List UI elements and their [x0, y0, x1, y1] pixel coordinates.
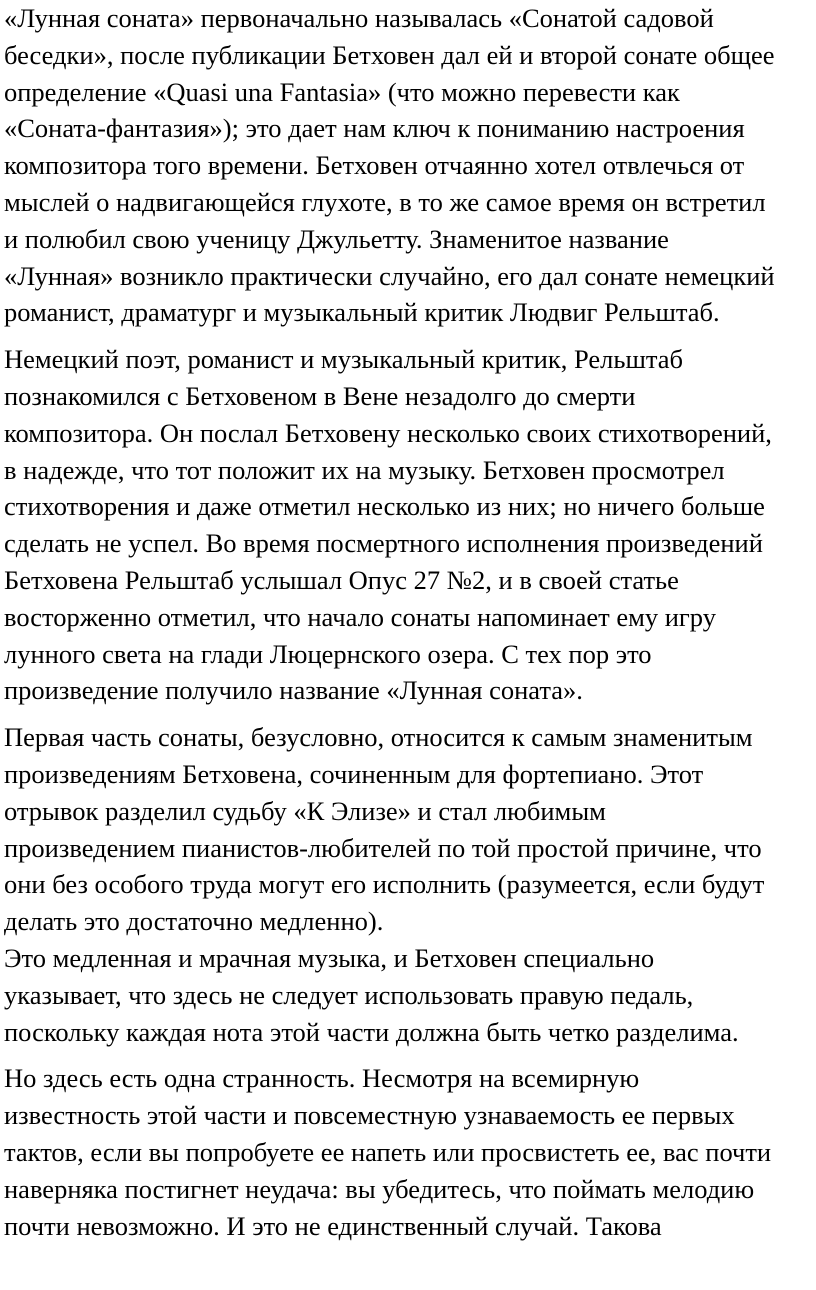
text-line: и полюбил свою ученицу Джульетту. Знаменитое название [4, 223, 669, 254]
text-line: познакомился с Бетховеном в Вене незадолго до смерти [4, 380, 636, 411]
text-line: мыслей о надвигающейся глухоте, в то же самое время он встретил [4, 186, 766, 217]
text-line: они без особого труда могут его исполнить (разумеется, если будут [4, 869, 765, 900]
text-line: Первая часть сонаты, безусловно, относится к самым знаменитым [4, 722, 753, 753]
text-line: произведением пианистов-любителей по той простой причине, что [4, 832, 762, 863]
paragraph-spacer [4, 331, 816, 341]
text-line: в надежде, что тот положит их на музыку. Бетховен просмотрел [4, 454, 725, 485]
text-line: поскольку каждая нота этой части должна быть четко разделима. [4, 1016, 739, 1047]
text-line: Бетховена Рельштаб услышал Опус 27 №2, и в своей статье [4, 564, 679, 595]
text-line: произведениям Бетховена, сочиненным для фортепиано. Этот [4, 758, 704, 789]
text-line: указывает, что здесь не следует использовать правую педаль, [4, 979, 694, 1010]
text-line: известность этой части и повсеместную узнаваемость ее первых [4, 1100, 735, 1131]
paragraph-1 [4, 0, 816, 331]
text-line: отрывок разделил судьбу «К Элизе» и стал любимым [4, 795, 606, 826]
text-line: сделать не успел. Во время посмертного исполнения произведений [4, 528, 763, 559]
text-line: Но здесь есть одна странность. Несмотря на всемирную [4, 1063, 640, 1094]
text-line: композитора того времени. Бетховен отчаянно хотел отвлечься от [4, 150, 745, 181]
paragraph-2 [4, 341, 816, 709]
text-line: почти невозможно. И это не единственный случай. Такова [4, 1210, 662, 1241]
text-line: композитора. Он послал Бетховену несколько своих стихотворений, [4, 417, 772, 448]
text-line: восторженно отметил, что начало сонаты напоминает ему игру [4, 601, 716, 632]
paragraph-4 [4, 1060, 816, 1244]
text-line: произведение получило название «Лунная соната». [4, 675, 583, 706]
text-line: Немецкий поэт, романист и музыкальный критик, Рельштаб [4, 344, 683, 375]
text-line: лунного света на глади Люцернского озера. С тех пор это [4, 638, 652, 669]
text-line: стихотворения и даже отметил несколько из них; но ничего больше [4, 491, 765, 522]
text-line: романист, драматург и музыкальный критик Людвиг Рельштаб. [4, 297, 720, 328]
text-line: делать это достаточно медленно). [4, 906, 384, 937]
text-line: беседки», после публикации Бетховен дал ей и второй сонате общее [4, 39, 775, 70]
text-line: Это медленная и мрачная музыка, и Бетховен специально [4, 942, 655, 973]
text-line: наверняка постигнет неудача: вы убедитесь, что поймать мелодию [4, 1173, 755, 1204]
paragraph-spacer [4, 1050, 816, 1060]
paragraph-3 [4, 719, 816, 1050]
text-line: «Лунная» возникло практически случайно, его дал сонате немецкий [4, 260, 775, 291]
text-line: «Лунная соната» первоначально называлась «Сонатой садовой [4, 3, 714, 33]
text-line: определение «Quasi una Fantasia» (что можно перевести как [4, 76, 680, 107]
text-line: «Соната-фантазия»); это дает нам ключ к пониманию настроения [4, 113, 745, 144]
paragraph-spacer [4, 709, 816, 719]
text-line: тактов, если вы попробуете ее напеть или просвистеть ее, вас почти [4, 1136, 772, 1167]
